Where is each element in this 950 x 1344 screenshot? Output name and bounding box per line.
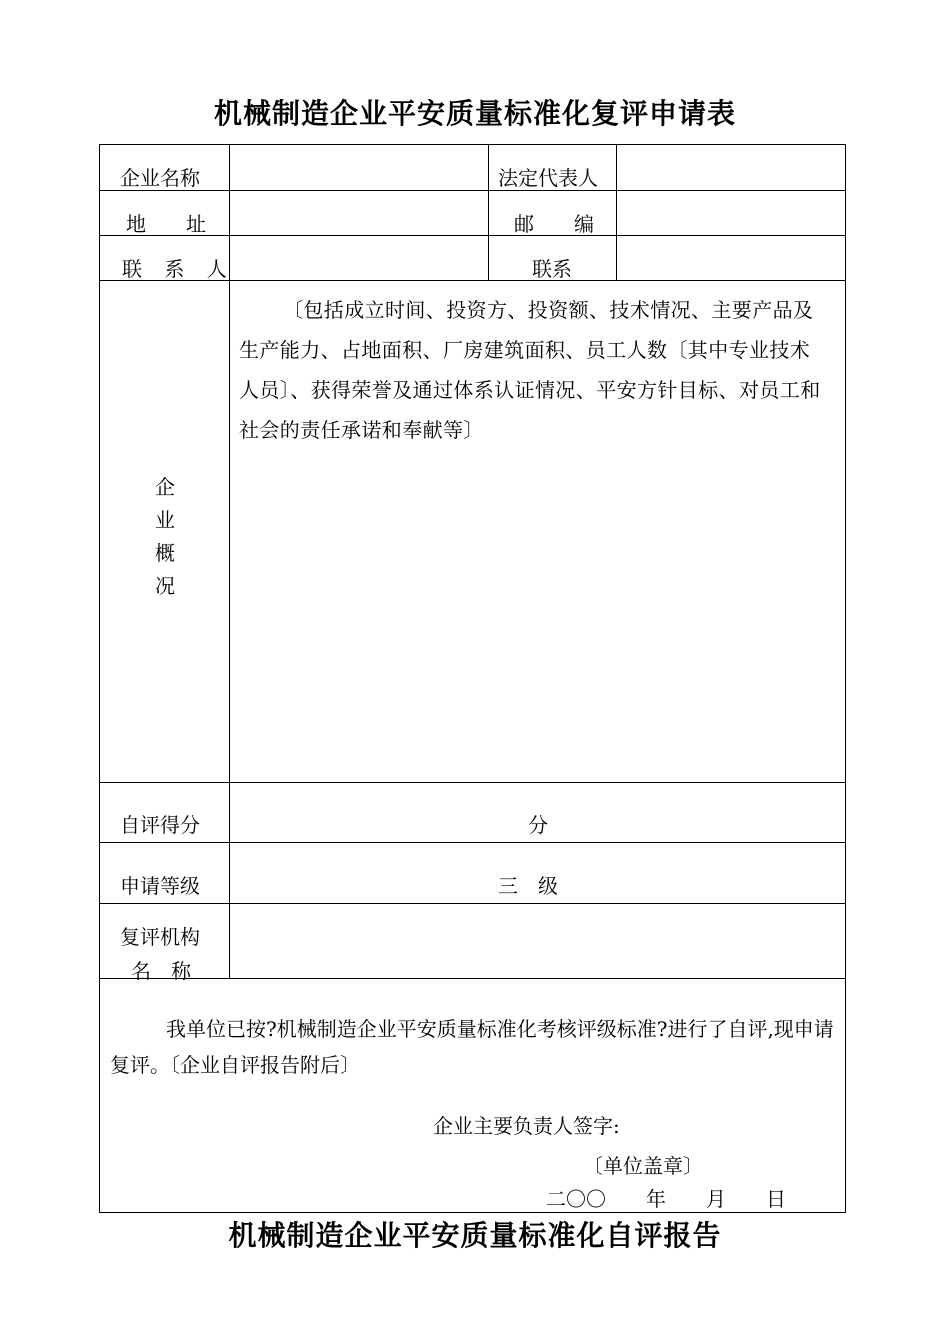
score-unit[interactable]: 分 <box>528 813 548 837</box>
legal-rep-field[interactable] <box>617 145 845 190</box>
contact-phone-field[interactable] <box>617 235 845 280</box>
review-org-field[interactable] <box>230 903 845 978</box>
date-line: 二〇〇 年 月 日 <box>546 1187 786 1211</box>
row-divider <box>100 782 845 783</box>
level-value[interactable]: 三 级 <box>498 874 558 898</box>
seal-label: 〔单位盖章〕 <box>583 1154 703 1178</box>
legal-rep-label: 法定代表人 <box>498 166 598 190</box>
contact-phone-label: 联系 <box>532 257 572 281</box>
col-divider <box>488 145 489 280</box>
report-title: 机械制造企业平安质量标准化自评报告 <box>228 1219 722 1252</box>
row-divider <box>100 842 845 843</box>
company-name-label: 企业名称 <box>120 166 200 190</box>
company-name-field[interactable] <box>230 145 488 190</box>
postcode-label: 邮 编 <box>514 212 594 236</box>
self-score-label: 自评得分 <box>120 813 200 837</box>
form-title: 机械制造企业平安质量标准化复评申请表 <box>213 97 736 130</box>
contact-field[interactable] <box>230 235 488 280</box>
overview-label <box>150 471 180 603</box>
postcode-field[interactable] <box>617 190 845 235</box>
signer-label: 企业主要负责人签字: <box>433 1114 620 1138</box>
overview-text[interactable]: 〔包括成立时间、投资方、投资额、技术情况、主要产品及生产能力、占地面积、厂房建筑面积、员工人数〔其中专业技术人员〕、获得荣誉及通过体系认证情况、平安方针目标、对员工和社会的责任承诺和奉献等〕 <box>239 298 821 442</box>
review-org-label: 复评机构 <box>120 925 200 949</box>
overview-label-char: 况 <box>155 574 175 598</box>
address-field[interactable] <box>230 190 488 235</box>
overview-label-char: 业 <box>155 508 175 532</box>
row-divider <box>100 978 845 979</box>
apply-level-label: 申请等级 <box>120 874 200 898</box>
overview-label-char: 概 <box>155 541 175 565</box>
declaration-text: 我单位已按?机械制造企业平安质量标准化考核评级标准?进行了自评,现申请复评。〔企业自评报告附后〕 <box>110 1017 834 1077</box>
review-org-label-2: 名 称 <box>131 959 191 983</box>
application-form <box>99 144 846 1213</box>
contact-label: 联 系 人 <box>122 257 235 281</box>
overview-label-char: 企 <box>155 475 175 499</box>
address-label: 地 址 <box>126 212 206 236</box>
